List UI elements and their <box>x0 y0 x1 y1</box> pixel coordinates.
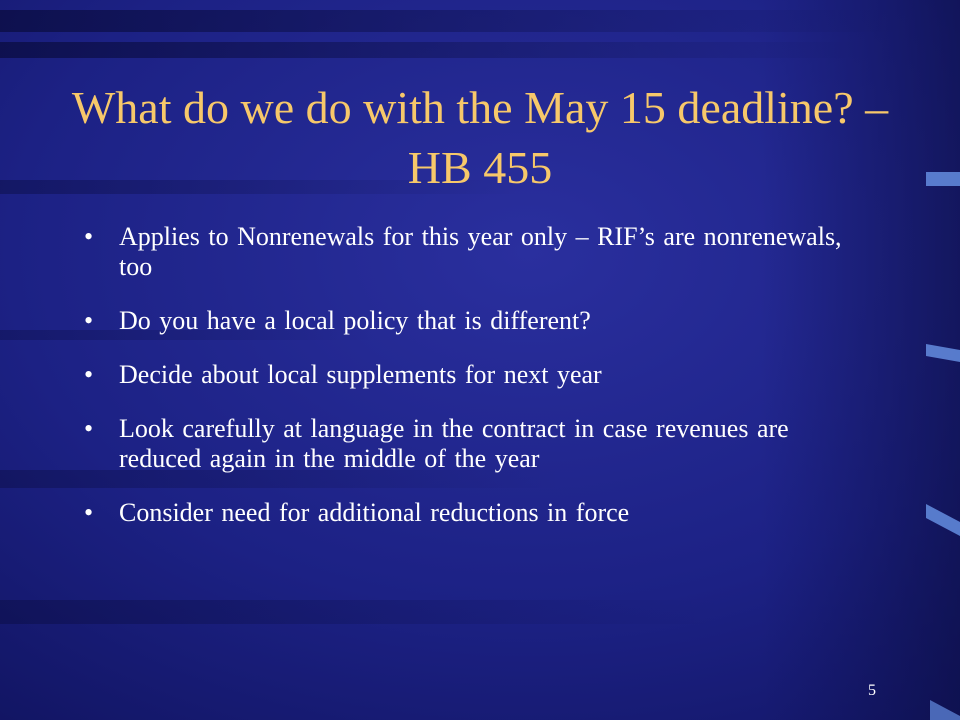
bullet-text: Look carefully at language in the contract in case revenues are reduced again in the middle of the year <box>119 414 789 473</box>
bullet-dot: • <box>84 222 94 251</box>
bullet-item <box>84 222 864 282</box>
bullet-item <box>84 414 864 474</box>
dark-streak <box>0 600 720 624</box>
slide-title: What do we do with the May 15 deadline? – HB 455 <box>71 82 889 193</box>
bullet-item <box>84 360 864 390</box>
bullet-dot: • <box>84 306 94 335</box>
bullet-item <box>84 498 864 528</box>
bullet-dot: • <box>84 498 94 527</box>
bullet-dot: • <box>84 414 94 443</box>
dark-streak <box>0 42 860 58</box>
bullet-item <box>84 306 864 336</box>
accent-bar <box>926 172 960 186</box>
bullet-text: Decide about local supplements for next year <box>119 360 602 389</box>
bullet-text: Do you have a local policy that is different? <box>119 306 591 335</box>
bullet-dot: • <box>84 360 94 389</box>
bullet-text: Applies to Nonrenewals for this year only – RIF’s are nonrenewals, too <box>119 222 842 281</box>
bullet-list <box>84 222 864 552</box>
bullet-text: Consider need for additional reductions in force <box>119 498 630 527</box>
page-number: 5 <box>868 682 876 699</box>
